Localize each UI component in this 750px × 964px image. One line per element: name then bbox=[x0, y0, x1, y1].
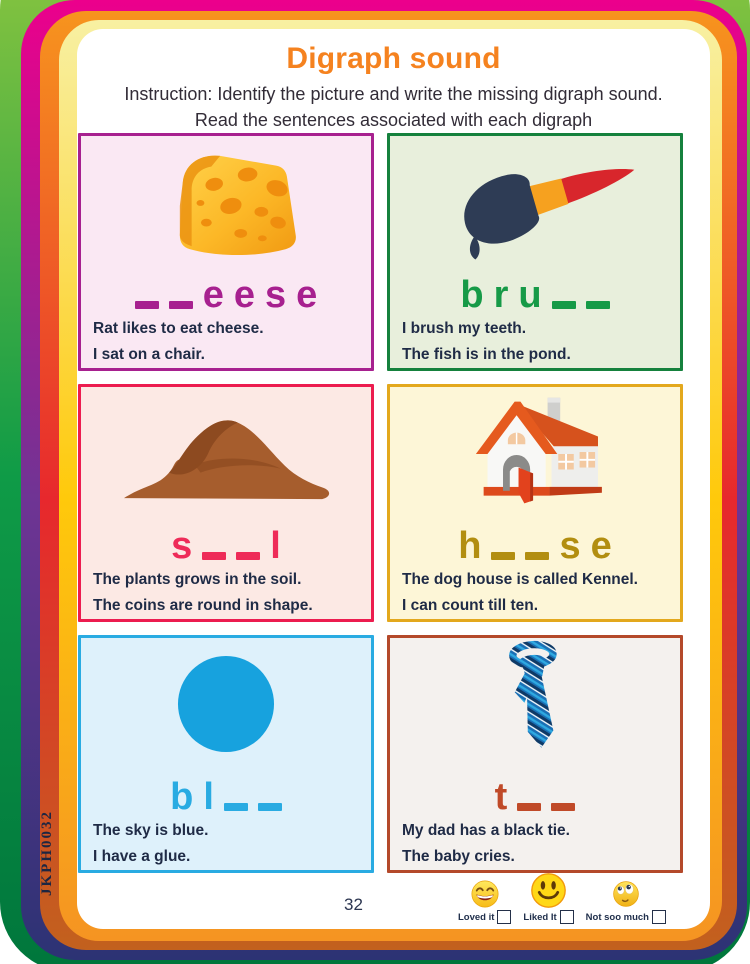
answer-letter: e bbox=[202, 273, 224, 316]
cheese-image bbox=[81, 136, 371, 268]
laughing-face-icon bbox=[470, 879, 500, 909]
instruction-line-2: Read the sentences associated with each digraph bbox=[194, 110, 593, 130]
answer-blank bbox=[525, 552, 549, 560]
answer-letter: s bbox=[265, 273, 287, 316]
answer-blank bbox=[551, 803, 575, 811]
card-sentence: The dog house is called Kennel. bbox=[402, 571, 638, 588]
answer-letter: h bbox=[458, 524, 482, 567]
answer-letter: l bbox=[203, 775, 214, 818]
answer-letter: b bbox=[460, 273, 484, 316]
answer-blank bbox=[491, 552, 515, 560]
paintbrush-image bbox=[390, 136, 680, 268]
answer-letter: t bbox=[494, 775, 508, 818]
answer-blank bbox=[258, 803, 282, 811]
answer-word bbox=[490, 770, 581, 818]
card-sentence: Rat likes to eat cheese. bbox=[93, 320, 264, 337]
answer-letter: b bbox=[170, 775, 194, 818]
card-circle bbox=[78, 635, 374, 873]
house-image bbox=[390, 387, 680, 519]
card-sentence: I have a glue. bbox=[93, 847, 191, 865]
page-title: Digraph sound bbox=[286, 42, 501, 75]
answer-letter: l bbox=[270, 524, 281, 567]
card-sentences bbox=[81, 316, 371, 367]
answer-blank bbox=[202, 552, 226, 560]
page-number: 32 bbox=[344, 895, 363, 914]
answer-word bbox=[130, 268, 323, 316]
instructions bbox=[77, 81, 710, 133]
answer-letter: e bbox=[233, 273, 255, 316]
card-sentence: I brush my teeth. bbox=[402, 320, 527, 337]
card-tie bbox=[387, 635, 683, 873]
answer-blank bbox=[236, 552, 260, 560]
answer-word bbox=[165, 770, 287, 818]
tie-image bbox=[390, 638, 680, 770]
answer-blank bbox=[552, 301, 576, 309]
card-sentences bbox=[390, 567, 680, 618]
feedback-row bbox=[458, 872, 666, 924]
answer-letter: s bbox=[171, 524, 193, 567]
spine-code: JKPH0032 bbox=[39, 810, 55, 896]
answer-word bbox=[453, 519, 617, 567]
page-content bbox=[77, 29, 710, 929]
card-sentences bbox=[390, 818, 680, 869]
card-sentence: I sat on a chair. bbox=[93, 345, 205, 363]
feedback-option-loved bbox=[458, 879, 511, 924]
feedback-label: Liked It bbox=[523, 911, 557, 923]
loved-checkbox[interactable] bbox=[497, 910, 511, 924]
card-sentences bbox=[81, 818, 371, 869]
answer-letter: r bbox=[493, 273, 509, 316]
card-sentence: The baby cries. bbox=[402, 847, 515, 865]
answer-blank bbox=[586, 301, 610, 309]
answer-word bbox=[166, 519, 286, 567]
card-sentence: The coins are round in shape. bbox=[93, 596, 313, 614]
answer-letter: s bbox=[559, 524, 581, 567]
answer-blank bbox=[135, 301, 159, 309]
answer-letter: e bbox=[590, 524, 612, 567]
cards-grid bbox=[78, 133, 710, 873]
feedback-label: Not soo much bbox=[585, 911, 649, 923]
instruction-line-1: Instruction: Identify the picture and write the missing digraph sound. bbox=[124, 84, 663, 104]
card-house bbox=[387, 384, 683, 622]
card-brush bbox=[387, 133, 683, 371]
answer-letter: u bbox=[518, 273, 542, 316]
answer-letter: e bbox=[296, 273, 318, 316]
smiley-face-icon bbox=[530, 872, 567, 909]
card-soil bbox=[78, 384, 374, 622]
liked-checkbox[interactable] bbox=[560, 910, 574, 924]
unsure-face-icon bbox=[611, 879, 641, 909]
feedback-label: Loved it bbox=[457, 911, 495, 923]
card-sentences bbox=[81, 567, 371, 618]
blue-circle-image bbox=[81, 638, 371, 770]
card-sentence: The fish is in the pond. bbox=[402, 345, 571, 363]
card-sentence: I can count till ten. bbox=[402, 596, 539, 614]
card-cheese bbox=[78, 133, 374, 371]
notso-checkbox[interactable] bbox=[652, 910, 666, 924]
feedback-option-notso bbox=[586, 879, 666, 924]
card-sentence: The plants grows in the soil. bbox=[93, 571, 302, 588]
card-sentence: My dad has a black tie. bbox=[402, 822, 570, 839]
answer-blank bbox=[169, 301, 193, 309]
page-header bbox=[77, 29, 710, 133]
soil-mound-image bbox=[81, 387, 371, 519]
answer-blank bbox=[224, 803, 248, 811]
answer-blank bbox=[517, 803, 541, 811]
answer-word bbox=[455, 268, 614, 316]
card-sentences bbox=[390, 316, 680, 367]
feedback-option-liked bbox=[523, 872, 573, 924]
card-sentence: The sky is blue. bbox=[93, 822, 209, 839]
